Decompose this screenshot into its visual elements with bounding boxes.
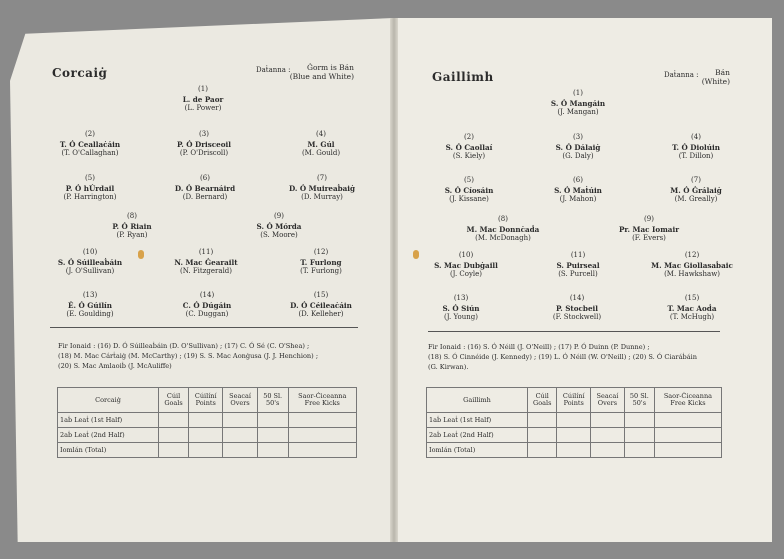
player-irish: P. Stocbeil (556, 303, 598, 313)
player-english: (C. Duggan) (185, 310, 229, 318)
substitutes (428, 342, 728, 372)
player-num: (4) (316, 130, 326, 138)
player-irish: S. Ó Cíosáin (444, 185, 494, 195)
player-irish: T. Furlong (300, 257, 342, 267)
player-entry (150, 174, 260, 203)
player-english: (J. Mahon) (559, 195, 597, 203)
player-entry (266, 291, 376, 320)
player-english: (T. Dillon) (678, 152, 714, 160)
player-entry (414, 133, 524, 162)
player-num: (14) (569, 294, 585, 302)
col-header: Cúil Goals (528, 388, 557, 413)
player-english: (J. O'Sullivan) (65, 267, 115, 275)
player-irish: D. Ó Céileaċáin (290, 300, 352, 310)
player-num: (7) (691, 176, 701, 184)
player-entry (152, 291, 262, 320)
player-irish: S. Ó Siún (442, 303, 480, 313)
score-table-galway (426, 387, 722, 458)
player-num: (11) (198, 248, 214, 256)
player-entry (637, 294, 747, 323)
player-entry (594, 215, 704, 244)
table-row: 1aḃ Leaṫ (1st Half) (58, 413, 357, 428)
player-irish: M. Ó Ġrálaiġ (670, 185, 722, 195)
player-irish: P. Ó Riain (112, 221, 152, 231)
player-english: (S. Purcell) (558, 270, 598, 278)
table-title: Corcaiġ (58, 388, 159, 413)
player-num: (6) (573, 176, 583, 184)
player-english: (F. Evers) (632, 234, 666, 242)
player-english: (F. Stockwell) (552, 313, 602, 321)
team-colours (288, 63, 354, 81)
player-irish: É. Ó Gúilín (67, 300, 113, 310)
player-irish: Pr. Mac Iomair (619, 224, 679, 234)
player-num: (5) (85, 174, 95, 182)
colours-english: (Blue and White) (289, 72, 354, 81)
player-irish: D. Ó Bearnáird (174, 183, 236, 193)
player-irish: S. Ó Dálaiġ (555, 142, 601, 152)
player-num: (2) (85, 130, 95, 138)
player-entry (267, 174, 377, 203)
player-entry (151, 248, 261, 277)
player-english: (M. McDonagh) (475, 234, 531, 242)
player-english: (P. O'Driscoll) (179, 149, 229, 157)
col-header: Cúil Goals (159, 388, 189, 413)
player-entry (523, 176, 633, 205)
player-irish: M. Gúl (307, 139, 335, 149)
player-irish: S. Puirseal (556, 260, 600, 270)
player-num: (8) (127, 212, 137, 220)
player-entry (641, 133, 751, 162)
player-irish: S. Mac Dubġaill (434, 260, 498, 270)
player-num: (1) (198, 85, 208, 93)
player-num: (8) (498, 215, 508, 223)
player-num: (9) (274, 212, 284, 220)
player-irish: C. Ó Dúgáin (182, 300, 232, 310)
player-num: (12) (313, 248, 329, 256)
team-name-cork: Corcaiġ (52, 66, 108, 80)
player-english: (M. Hawkshaw) (664, 270, 720, 278)
player-entry (266, 130, 376, 159)
subs-line: (G. Kirwan). (428, 363, 469, 371)
col-header: Saor-Ċiceanna Free Kicks (288, 388, 356, 413)
player-entry (148, 85, 258, 114)
player-irish: N. Mac Ġearailt (174, 257, 238, 267)
player-entry (523, 133, 633, 162)
col-header: Cúilíní Points (557, 388, 591, 413)
player-english: (S. Kiely) (452, 152, 486, 160)
divider (50, 327, 358, 328)
player-num: (15) (684, 294, 700, 302)
player-english: (M. Greally) (674, 195, 718, 203)
player-num: (3) (199, 130, 209, 138)
table-row: 2aḃ Leaṫ (2nd Half) (427, 428, 722, 443)
player-english: (L. Power) (184, 104, 222, 112)
programme-booklet (10, 18, 772, 542)
table-row: Iomlán (Total) (58, 443, 357, 458)
player-english: (P. Harrington) (63, 193, 117, 201)
player-irish: M. Mac Donnċaḋa (466, 224, 540, 234)
player-english: (T. Furlong) (300, 267, 342, 275)
subs-line: (18) M. Mac Cárṫaiġ (M. McCarthy) ; (19) S. S. Mac Aonġusa (J. J. Henchion) ; (58, 352, 319, 360)
staple-pin (413, 250, 419, 259)
team-colours (700, 68, 730, 86)
player-irish: S. Ó Súilleaḃáin (57, 257, 123, 267)
player-english: (D. Murray) (301, 193, 343, 201)
subs-line: Fir Ionaid : (16) D. Ó Súilleaḃáin (D. O'Sullivan) ; (17) C. Ó Sé (C. O'Shea) ; (58, 342, 310, 350)
table-row: 1aḃ Leaṫ (1st Half) (427, 413, 722, 428)
player-num: (14) (199, 291, 215, 299)
player-english: (J. Young) (444, 313, 478, 321)
player-english: (G. Daly) (562, 152, 594, 160)
score-table-cork (57, 387, 357, 458)
player-num: (10) (82, 248, 98, 256)
player-entry (414, 176, 524, 205)
player-entry (35, 248, 145, 277)
player-entry (523, 89, 633, 118)
player-irish: T. Ó Diolúin (672, 142, 720, 152)
player-num: (13) (453, 294, 469, 302)
subs-line: (20) S. Mac Amlaoiḃ (J. McAuliffe) (58, 362, 172, 370)
player-irish: S. Ó Mangáin (550, 98, 606, 108)
player-entry (35, 174, 145, 203)
player-num: (11) (570, 251, 586, 259)
player-english: (S. Moore) (260, 231, 298, 239)
player-english: (T. O'Callaghan) (61, 149, 119, 157)
player-irish: S. Ó Caollaí (445, 142, 493, 152)
player-english: (D. Bernard) (182, 193, 228, 201)
player-english: (J. Coyle) (449, 270, 483, 278)
player-english: (M. Gould) (301, 149, 341, 157)
player-entry (406, 294, 516, 323)
col-header: 50 Sl. 50's (257, 388, 288, 413)
divider (428, 331, 720, 332)
player-irish: P. Ó Drisceoil (177, 139, 231, 149)
player-entry (641, 176, 751, 205)
colours-label: Daṫanna : (664, 71, 699, 79)
team-name-galway: Gaillimh (432, 70, 494, 84)
player-irish: M. Mac Giollasaḃaic (651, 260, 733, 270)
player-entry (448, 215, 558, 244)
col-header: 50 Sl. 50's (624, 388, 654, 413)
player-num: (1) (573, 89, 583, 97)
player-num: (7) (317, 174, 327, 182)
subs-line: (18) S. Ó Cinnéide (J. Kennedy) ; (19) L. Ó Néill (W. O'Neill) ; (20) S. Ó Ciaráḃáin (428, 353, 698, 361)
table-title: Gaillimh (427, 388, 528, 413)
player-entry (35, 291, 145, 320)
player-num: (5) (464, 176, 474, 184)
player-num: (6) (200, 174, 210, 182)
player-entry (149, 130, 259, 159)
player-num: (10) (458, 251, 474, 259)
player-english: (E. Goulding) (66, 310, 114, 318)
player-english: (J. Kissane) (449, 195, 489, 203)
player-entry (637, 251, 747, 280)
player-irish: T. Ó Ceallaċáin (59, 139, 121, 149)
substitutes (58, 341, 363, 371)
player-irish: S. Ó Maṫúin (554, 185, 602, 195)
player-irish: P. Ó hÚrdail (65, 183, 115, 193)
subs-line: Fir Ionaid : (16) S. Ó Néill (J. O'Neill) ; (17) P. Ó Duinn (P. Dunne) ; (428, 343, 650, 351)
player-num: (12) (684, 251, 700, 259)
staple-pin (138, 250, 144, 259)
booklet-spine (390, 18, 398, 542)
colours-irish: Ġorm is Bán (306, 63, 354, 72)
table-row: Iomlán (Total) (427, 443, 722, 458)
player-entry (522, 294, 632, 323)
player-num: (15) (313, 291, 329, 299)
col-header: Seacaí Overs (591, 388, 625, 413)
player-english: (N. Fitzgerald) (179, 267, 233, 275)
player-english: (P. Ryan) (116, 231, 148, 239)
col-header: Seacaí Overs (223, 388, 257, 413)
col-header: Cúilíní Points (189, 388, 223, 413)
player-num: (2) (464, 133, 474, 141)
col-header: Saor-Ċiceanna Free Kicks (654, 388, 721, 413)
player-english: (D. Kelleher) (298, 310, 344, 318)
colours-english: (White) (701, 77, 730, 86)
player-irish: L. de Paor (182, 94, 224, 104)
player-irish: T. Mac Aoḋa (667, 303, 717, 313)
player-num: (13) (82, 291, 98, 299)
player-num: (3) (573, 133, 583, 141)
colours-irish: Bán (715, 68, 730, 77)
player-entry (411, 251, 521, 280)
player-entry (523, 251, 633, 280)
player-num: (9) (644, 215, 654, 223)
table-row: 2aḃ Leaṫ (2nd Half) (58, 428, 357, 443)
player-entry (224, 212, 334, 241)
player-num: (4) (691, 133, 701, 141)
player-entry (35, 130, 145, 159)
player-irish: D. Ó Muireaḃaiġ (288, 183, 356, 193)
player-entry (266, 248, 376, 277)
player-english: (J. Mangan) (557, 108, 599, 116)
player-entry (77, 212, 187, 241)
player-irish: S. Ó Mórda (256, 221, 302, 231)
colours-label: Daṫanna : (256, 66, 291, 74)
player-english: (T. McHugh) (669, 313, 715, 321)
